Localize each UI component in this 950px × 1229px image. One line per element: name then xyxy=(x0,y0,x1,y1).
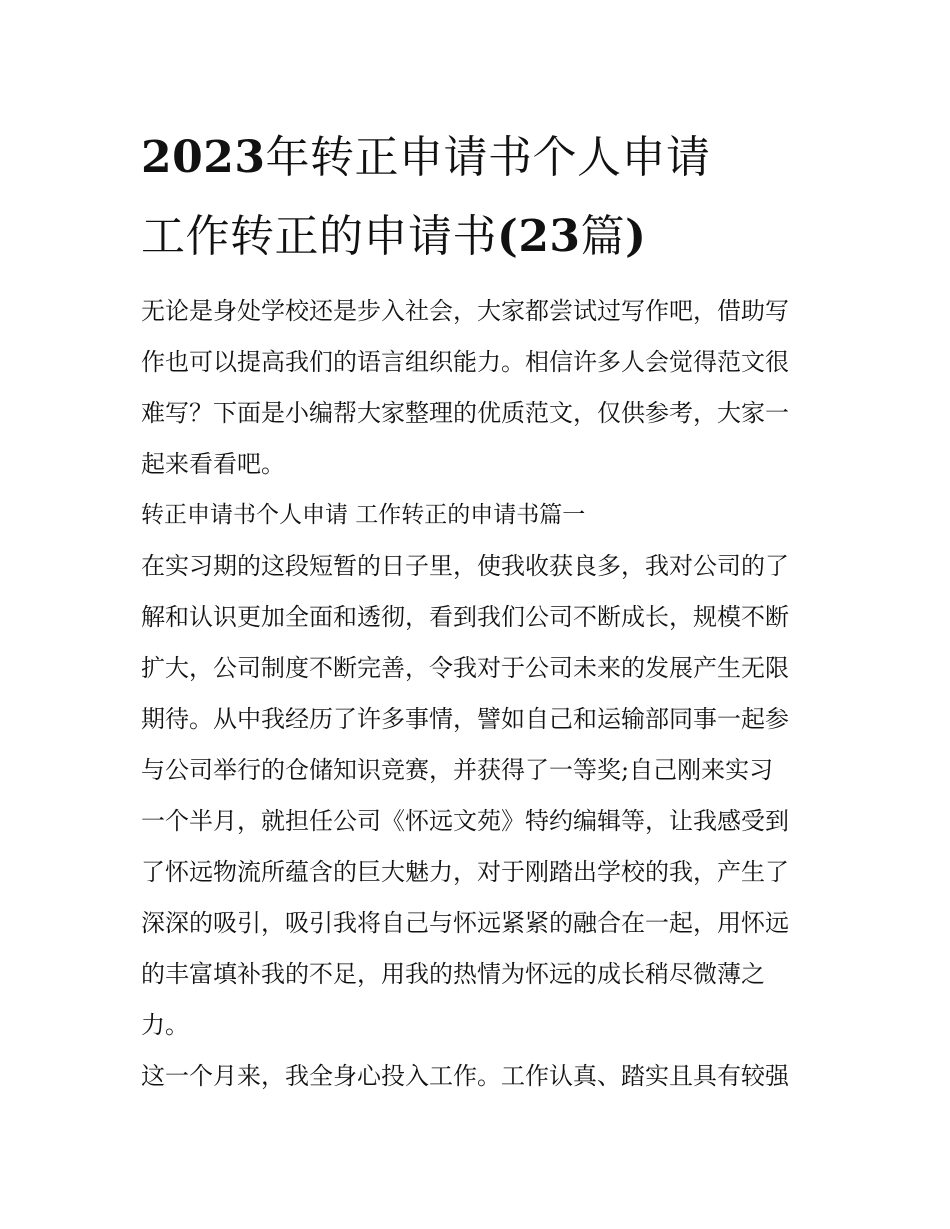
paragraph-line: 了怀远物流所蕴含的巨大魅力，对于刚踏出学校的我，产生了 xyxy=(141,858,789,886)
document-page xyxy=(141,118,813,1102)
paragraph-line: 这一个月来，我全身心投入工作。工作认真、踏实且具有较强 xyxy=(141,1062,789,1090)
title-line-2 xyxy=(141,197,813,276)
intro-line: 无论是身处学校还是步入社会，大家都尝试过写作吧，借助写 xyxy=(141,297,789,325)
title-line-1 xyxy=(141,118,813,197)
paragraph-line: 期待。从中我经历了许多事情，譬如自己和运输部同事一起参 xyxy=(141,705,789,733)
title-line-2-text: 工作转正的申请书 xyxy=(141,211,497,262)
section-heading: 转正申请书个人申请 工作转正的申请书篇一 xyxy=(141,502,586,528)
title-year: 2023 xyxy=(141,132,266,183)
intro-line: 起来看看吧。 xyxy=(141,450,285,478)
paragraph-line: 解和认识更加全面和透彻，看到我们公司不断成长，规模不断 xyxy=(141,603,789,631)
title-count: (23 xyxy=(497,211,581,262)
body-paragraph-1 xyxy=(141,541,813,1051)
intro-paragraph xyxy=(141,286,813,490)
paragraph-line: 与公司举行的仓储知识竞赛，并获得了一等奖;自己刚来实习 xyxy=(141,756,774,784)
paragraph-line: 力。 xyxy=(141,1011,189,1039)
paragraph-line: 深深的吸引，吸引我将自己与怀远紧紧的融合在一起，用怀远 xyxy=(141,909,789,937)
intro-line: 难写？下面是小编帮大家整理的优质范文，仅供参考，大家一 xyxy=(141,399,789,427)
document-title xyxy=(141,118,813,276)
title-close-paren: ) xyxy=(625,211,647,262)
title-count-unit: 篇 xyxy=(580,211,626,262)
intro-line: 作也可以提高我们的语言组织能力。相信许多人会觉得范文很 xyxy=(141,348,789,376)
title-line-1-text: 年转正申请书个人申请 xyxy=(265,132,711,183)
body-paragraph-2 xyxy=(141,1051,813,1102)
paragraph-line: 的丰富填补我的不足，用我的热情为怀远的成长稍尽微薄之 xyxy=(141,960,765,988)
paragraph-line: 一个半月，就担任公司《怀远文苑》特约编辑等，让我感受到 xyxy=(141,807,789,835)
paragraph-line: 在实习期的这段短暂的日子里，使我收获良多，我对公司的了 xyxy=(141,552,789,580)
paragraph-line: 扩大，公司制度不断完善，令我对于公司未来的发展产生无限 xyxy=(141,654,789,682)
